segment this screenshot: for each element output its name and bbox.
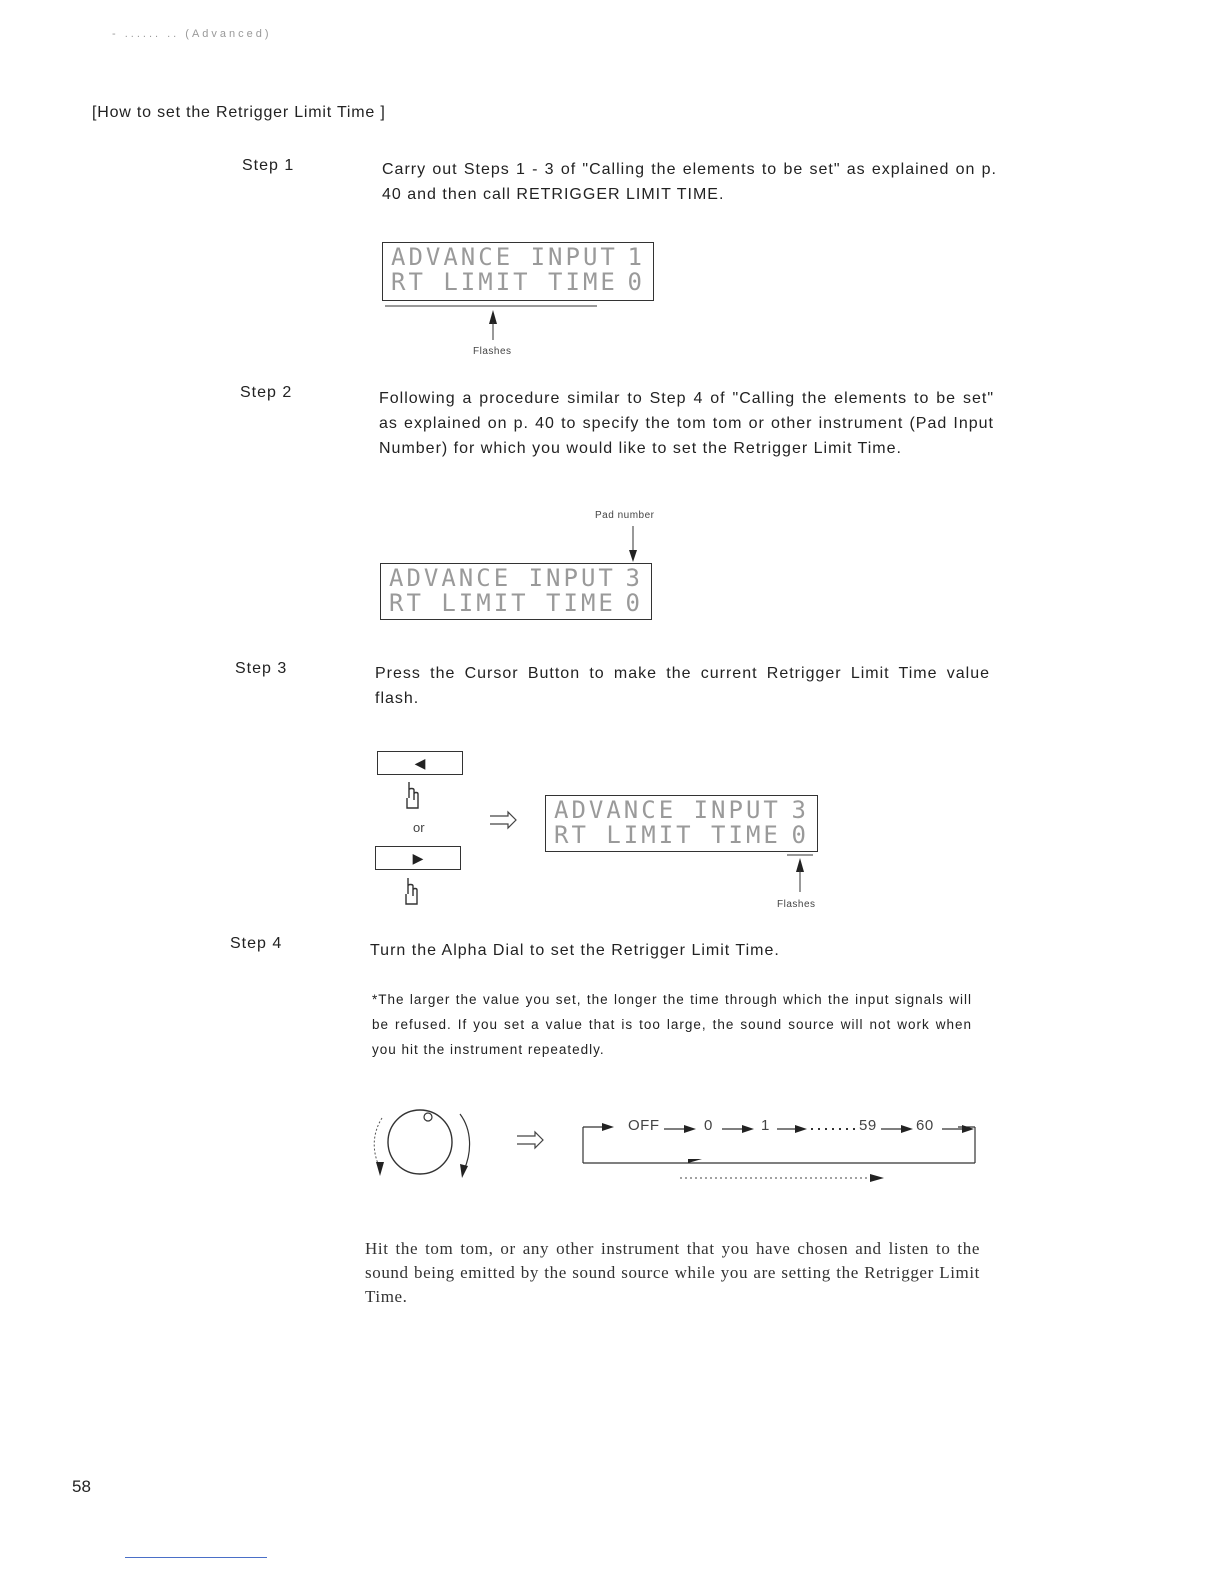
page-number: 58 <box>72 1477 91 1496</box>
lcd-value-1: 1 <box>627 243 645 271</box>
seq-arrow-icon <box>879 1122 915 1136</box>
lcd-line-1: ADVANCE INPUT <box>391 243 618 271</box>
step-4-text: Turn the Alpha Dial to set the Retrigger Limit Time. <box>370 942 780 959</box>
lcd-value-2: 0 <box>627 268 645 296</box>
section-title: [How to set the Retrigger Limit Time ] <box>92 104 386 121</box>
step-4-note: *The larger the value you set, the longer the time through which the input signals will be refused. If you set a value that is too large, the sound source will not work when you hit the instrument repeatedly. <box>372 992 972 1057</box>
step-2-text: Following a procedure similar to Step 4 of "Calling the elements to be set" as explained on p. 40 to specify the tom tom or other instrument (Pad Input Number) for which you would like to set the Retrigger Limit Time. <box>379 390 994 457</box>
result-arrow-icon <box>515 1130 545 1150</box>
lcd-line-1: ADVANCE INPUT <box>554 796 781 824</box>
seq-arrow-icon <box>720 1122 756 1136</box>
lcd-display-step-3 <box>545 795 818 852</box>
seq-zero: 0 <box>704 1117 713 1134</box>
lcd-line-2: RT LIMIT TIME <box>391 268 618 296</box>
flash-arrow-step-3 <box>785 852 815 896</box>
lcd-value-1: 3 <box>625 564 643 592</box>
step-4-label: Step 4 <box>230 935 283 952</box>
step-1-label: Step 1 <box>242 157 295 174</box>
lcd-line-1: ADVANCE INPUT <box>389 564 616 592</box>
alpha-dial-icon <box>368 1100 488 1190</box>
result-arrow-icon <box>488 810 518 830</box>
or-label: or <box>413 820 425 835</box>
lcd-display-step-2 <box>380 563 652 620</box>
flashes-label-step-1: Flashes <box>473 346 512 357</box>
footer-rule <box>125 1557 267 1558</box>
step-3-text: Press the Cursor Button to make the current Retrigger Limit Time value flash. <box>375 665 990 707</box>
hand-pointer-icon <box>404 780 424 812</box>
pad-number-arrow <box>625 526 641 564</box>
closing-paragraph: Hit the tom tom, or any other instrument that you have chosen and listen to the sound being emitted by the sound source while you are setting the Retrigger Limit Time. <box>365 1239 980 1306</box>
lcd-line-2: RT LIMIT TIME <box>389 589 616 617</box>
seq-off: OFF <box>628 1117 660 1134</box>
lcd-value-1: 3 <box>791 796 809 824</box>
seq-one: 1 <box>761 1117 770 1134</box>
seq-arrow-icon <box>662 1122 698 1136</box>
step-3-label: Step 3 <box>235 660 288 677</box>
seq-arrow-icon <box>940 1122 976 1136</box>
pad-number-label: Pad number <box>595 510 655 521</box>
running-header: - ...... .. (Advanced) <box>112 28 272 40</box>
flash-arrow-step-1 <box>385 302 605 344</box>
step-1-text: Carry out Steps 1 - 3 of "Calling the elements to be set" as explained on p. 40 and then call RETRIGGER LIMIT TIME. <box>382 161 997 203</box>
seq-fifty-nine: 59 <box>859 1117 877 1134</box>
hand-pointer-icon <box>403 876 423 908</box>
lcd-value-2: 0 <box>625 589 643 617</box>
seq-sixty: 60 <box>916 1117 934 1134</box>
lcd-display-step-1 <box>382 242 654 301</box>
cursor-left-button: ◀ <box>377 751 463 775</box>
flashes-label-step-3: Flashes <box>777 899 816 910</box>
step-2-label: Step 2 <box>240 384 293 401</box>
seq-arrow-dots-icon <box>775 1122 859 1136</box>
lcd-value-2: 0 <box>791 821 809 849</box>
lcd-line-2: RT LIMIT TIME <box>554 821 781 849</box>
cursor-right-button: ▶ <box>375 846 461 870</box>
